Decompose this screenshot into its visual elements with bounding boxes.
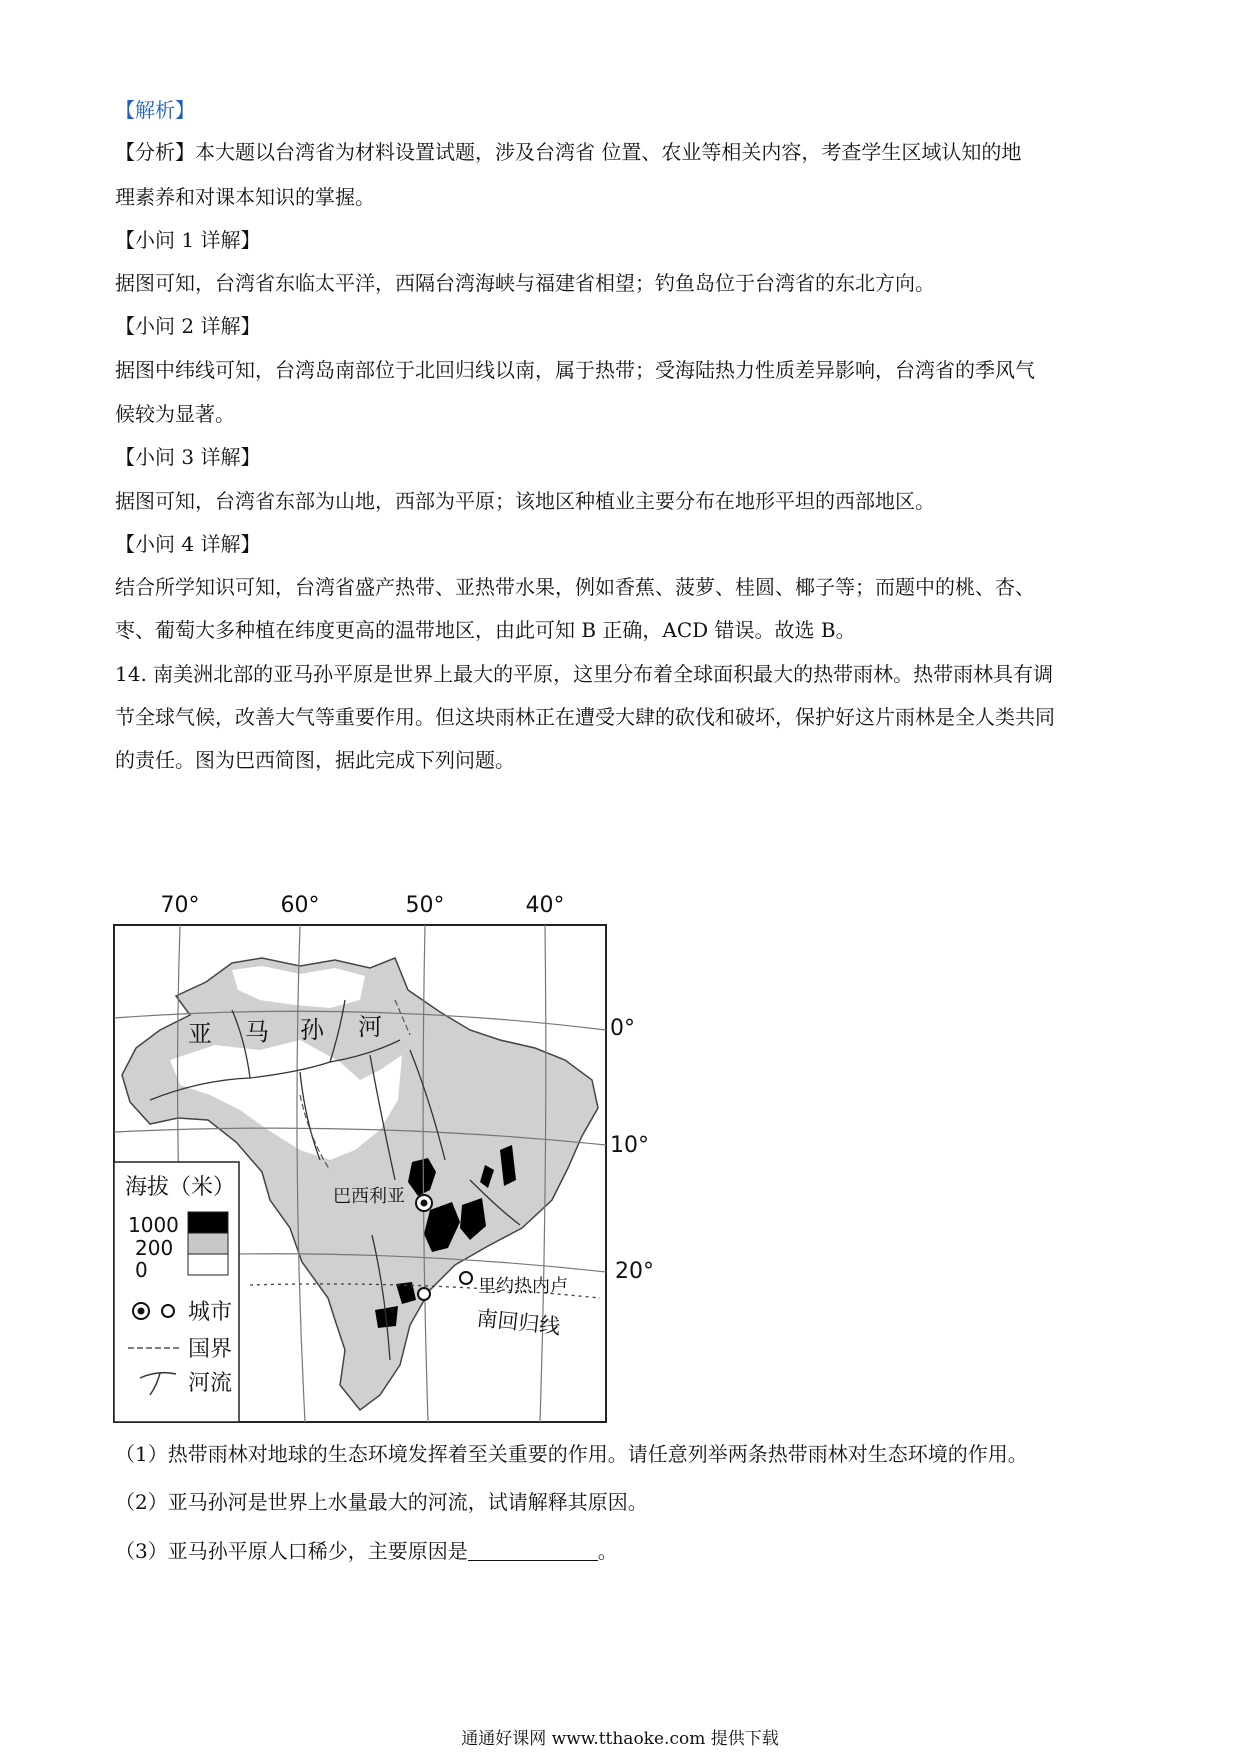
subquestion-3-prefix: （3）亚马孙平原人口稀少，主要原因是 (115, 1539, 468, 1563)
q14-line-1: 14. 南美洲北部的亚马孙平原是世界上最大的平原，这里分布着全球面积最大的热带雨林。热带雨林具有调 (115, 662, 1054, 686)
subquestion-1: （1）热带雨林对地球的生态环境发挥着至关重要的作用。请任意列举两条热带雨林对生态环境的作用。 (115, 1442, 1028, 1466)
city-marker (418, 1288, 430, 1300)
subquestion-3-suffix: 。 (597, 1539, 618, 1563)
legend-swatch-high (188, 1212, 228, 1233)
longitude-label: 70° (160, 893, 200, 918)
subquestion-3 (115, 1539, 618, 1563)
q4-text-line-1: 结合所学知识可知，台湾省盛产热带、亚热带水果，例如香蕉、菠萝、桂圆、椰子等；而题中的桃、杏、 (115, 575, 1035, 599)
analysis-line-2: 理素养和对课本知识的掌握。 (115, 185, 375, 209)
legend-swatch-low (188, 1254, 228, 1275)
river-label-char: 孙 (300, 1016, 324, 1044)
page-footer: 通通好课网 www.tthaoke.com 提供下载 (461, 1729, 779, 1749)
q2-text-line-2: 候较为显著。 (115, 402, 235, 426)
latitude-label: 0° (610, 1016, 635, 1041)
capital-marker-dot (421, 1200, 428, 1207)
legend-level: 0 (135, 1258, 148, 1282)
legend-city-icon (162, 1305, 174, 1317)
longitude-label: 60° (280, 893, 320, 918)
longitude-label: 50° (405, 893, 445, 918)
q4-text-line-2: 枣、葡萄大多种植在纬度更高的温带地区，由此可知 B 正确，ACD 错误。故选 B。 (115, 618, 856, 642)
legend-capital-icon-dot (138, 1308, 145, 1315)
legend-river-label: 河流 (188, 1371, 233, 1396)
q2-heading: 【小问 2 详解】 (115, 314, 261, 338)
river-label-char: 马 (245, 1018, 269, 1046)
q4-heading: 【小问 4 详解】 (115, 532, 261, 556)
q1-heading: 【小问 1 详解】 (115, 228, 261, 252)
longitude-label: 40° (525, 893, 565, 918)
legend-border-label: 国界 (188, 1337, 233, 1362)
q3-heading: 【小问 3 详解】 (115, 445, 261, 469)
legend-title: 海拔（米） (125, 1175, 236, 1200)
city-marker (460, 1272, 472, 1284)
legend-level: 1000 (128, 1213, 179, 1237)
city-label: 里约热内卢 (478, 1276, 568, 1297)
q14-line-3: 的责任。图为巴西简图，据此完成下列问题。 (115, 748, 515, 772)
analysis-line-1: 【分析】本大题以台湾省为材料设置试题，涉及台湾省 位置、农业等相关内容，考查学生区域认知的地 (115, 140, 1022, 164)
q14-line-2: 节全球气候，改善大气等重要作用。但这块雨林正在遭受大肆的砍伐和破坏，保护好这片雨林是全人类共同 (115, 705, 1055, 729)
capital-label: 巴西利亚 (333, 1186, 405, 1207)
legend-swatch-mid (188, 1233, 228, 1254)
river-label-char: 河 (358, 1013, 382, 1041)
subquestion-2: （2）亚马孙河是世界上水量最大的河流，试请解释其原因。 (115, 1490, 648, 1514)
latitude-label: 10° (610, 1133, 649, 1158)
latitude-label: 20° (615, 1259, 654, 1284)
river-label-char: 亚 (188, 1020, 212, 1048)
q2-text-line-1: 据图中纬线可知，台湾岛南部位于北回归线以南，属于热带；受海陆热力性质差异影响，台湾省的季风气 (115, 358, 1035, 382)
legend-level: 200 (135, 1236, 174, 1260)
answer-blank[interactable] (468, 1540, 598, 1561)
legend-city-label: 城市 (188, 1300, 233, 1325)
analysis-heading: 【解析】 (115, 98, 195, 122)
q3-text: 据图可知，台湾省东部为山地，西部为平原；该地区种植业主要分布在地形平坦的西部地区。 (115, 489, 935, 513)
tropic-label: 南回归线 (475, 1306, 562, 1339)
q1-text: 据图可知，台湾省东临太平洋，西隔台湾海峡与福建省相望；钓鱼岛位于台湾省的东北方向。 (115, 271, 935, 295)
